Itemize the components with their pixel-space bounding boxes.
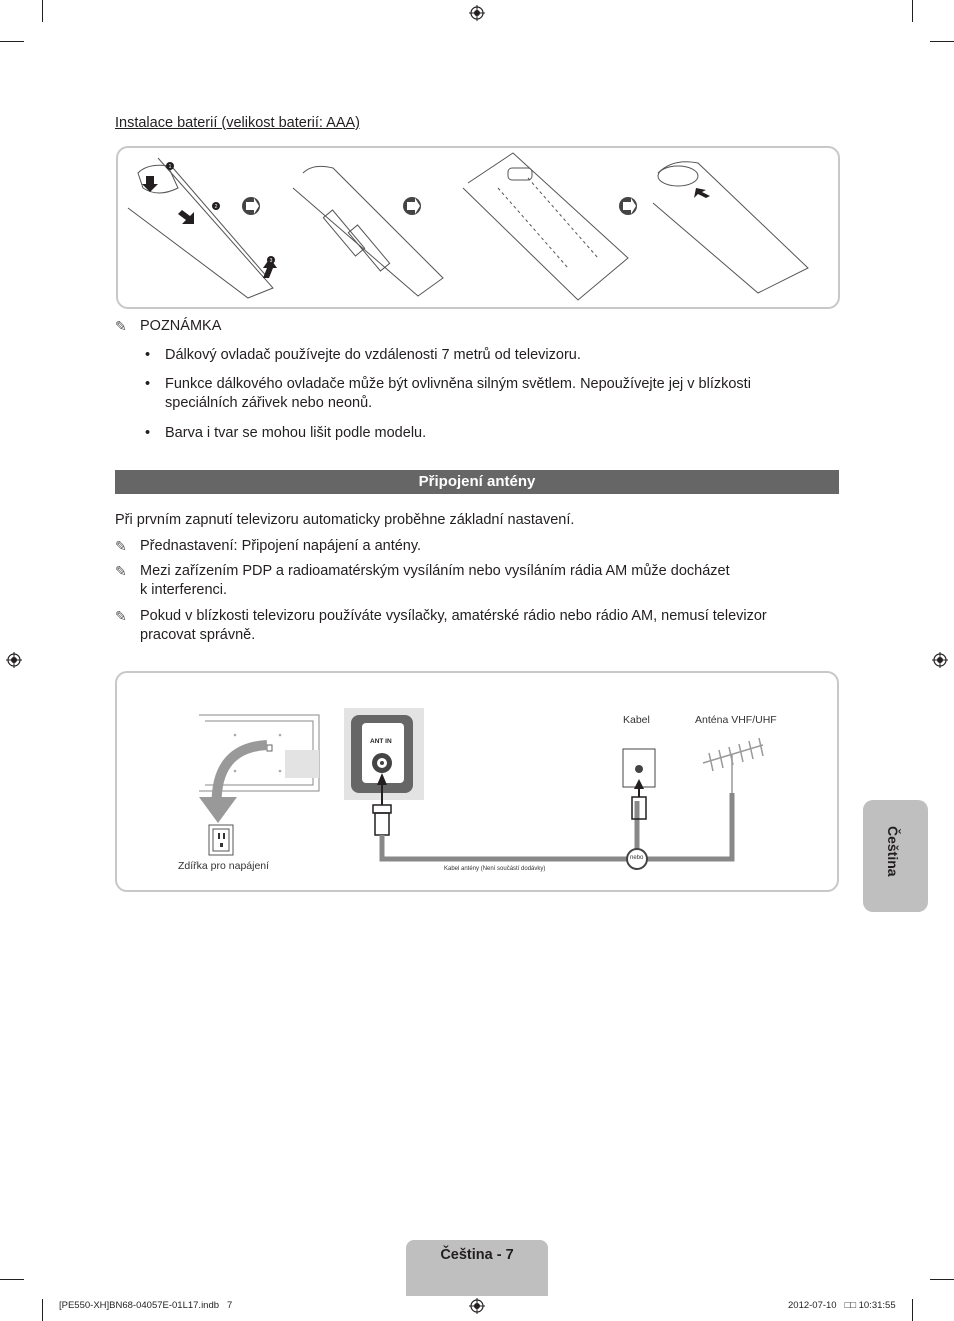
antenna-connection-diagram	[117, 673, 837, 890]
antenna-diagram-panel	[115, 671, 839, 892]
page-number: Čeština - 7	[440, 1247, 514, 1263]
language-side-label: Čeština	[885, 826, 901, 877]
crop-mark	[42, 1299, 43, 1321]
crop-mark	[912, 1299, 913, 1321]
crop-mark	[0, 41, 24, 42]
cable-note-label: Kabel antény (Není součástí dodávky)	[444, 866, 546, 872]
section-note-continuation: pracovat správně.	[140, 627, 256, 643]
note-title: POZNÁMKA	[140, 318, 222, 334]
bullet-dot-icon: •	[145, 376, 151, 392]
or-label: nebo	[630, 855, 644, 861]
bullet-text: speciálních zářivek nebo neonů.	[165, 395, 373, 411]
crop-mark	[930, 41, 954, 42]
bullet-text: Funkce dálkového ovladače může být ovlivněna silným světlem. Nepoužívejte jej v blízkosti	[165, 376, 751, 392]
note-pencil-icon: ✎	[115, 318, 127, 334]
section-title-bar: Připojení antény	[115, 470, 839, 494]
registration-mark-icon	[469, 1298, 485, 1314]
bullet-text: Dálkový ovladač používejte do vzdálenosti 7 metrů od televizoru.	[165, 347, 581, 363]
note-bullet-continuation	[165, 394, 372, 413]
crop-mark	[0, 1279, 24, 1280]
registration-mark-icon	[932, 652, 948, 668]
note-pencil-icon: ✎	[115, 563, 127, 579]
page-number-tab	[406, 1240, 548, 1296]
ant-in-label: ANT IN	[370, 738, 392, 745]
power-socket-label: Zdířka pro napájení	[178, 860, 270, 872]
registration-mark-icon	[6, 652, 22, 668]
battery-heading: Instalace baterií (velikost baterií: AAA)	[115, 115, 360, 131]
bullet-dot-icon: •	[145, 347, 151, 363]
step-number: 2	[214, 204, 218, 210]
language-side-tab	[863, 800, 928, 912]
bullet-dot-icon: •	[145, 425, 151, 441]
section-note-continuation: k interferenci.	[140, 582, 228, 598]
footer-date: 2012-07-10 □□ 10:31:55	[788, 1300, 896, 1311]
crop-mark	[42, 0, 43, 22]
section-intro: Při prvním zapnutí televizoru automaticky proběhne základní nastavení.	[115, 512, 575, 528]
step-number: 1	[168, 164, 172, 170]
bullet-text: Barva i tvar se mohou lišit podle modelu.	[165, 425, 427, 441]
battery-illustration	[118, 148, 838, 307]
step-number: 3	[269, 258, 273, 264]
cable-label: Kabel	[623, 714, 650, 726]
note-pencil-icon: ✎	[115, 608, 127, 624]
crop-mark	[930, 1279, 954, 1280]
note-pencil-icon: ✎	[115, 538, 127, 554]
battery-illustration-panel	[116, 146, 840, 309]
registration-mark-icon	[469, 5, 485, 21]
footer-file-info: [PE550-XH]BN68-04057E-01L17.indb 7	[59, 1300, 233, 1311]
antenna-label: Anténa VHF/UHF	[695, 714, 777, 726]
crop-mark	[912, 0, 913, 22]
